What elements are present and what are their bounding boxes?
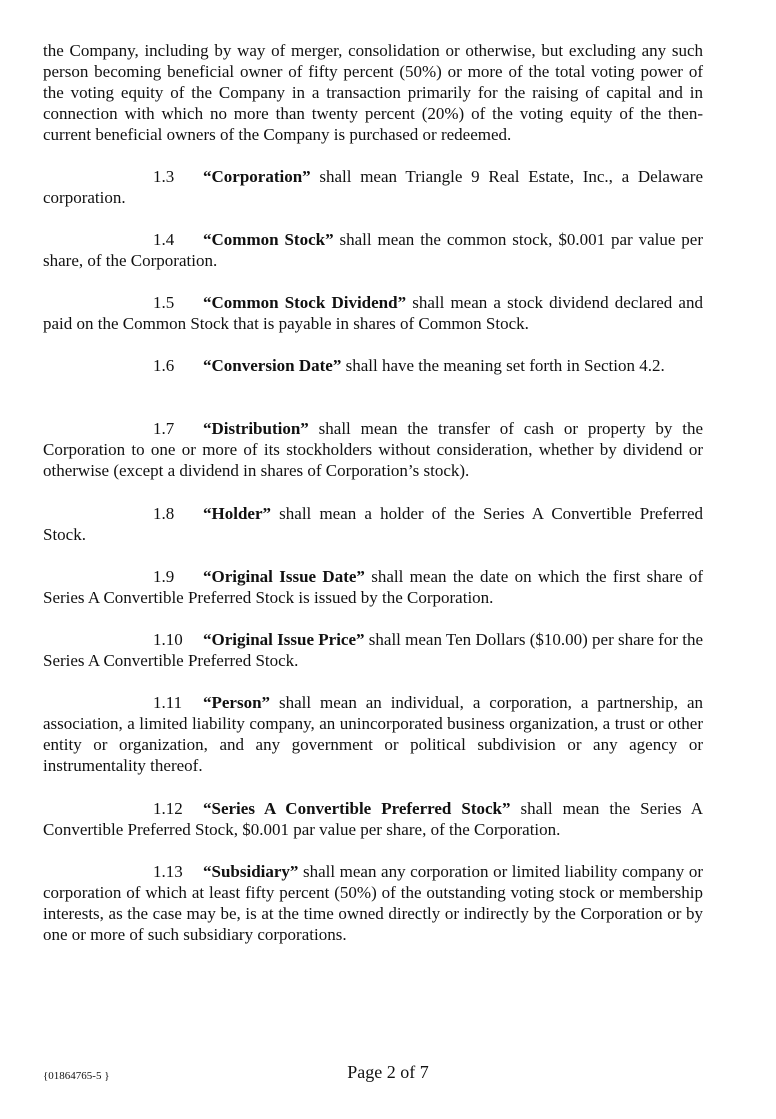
section-number: 1.5 [153, 293, 175, 312]
defined-term: “Conversion Date” [203, 356, 342, 375]
definition-text: shall mean a holder of the Series A Convertible Preferred Stock. [43, 504, 703, 544]
definition-text: shall mean the transfer of cash or property by the Corporation to one or more of its stockholders without consideration, whether by dividend or otherwise (except a dividend in shares of Corporation’s stock). [43, 419, 703, 480]
defined-term: “Person” [203, 693, 271, 712]
definition-text: shall mean an individual, a corporation, a partnership, an association, a limited liability company, an unincorporated business organization, a trust or other entity or organization, and any government or political subdivision or any agency or instrumentality thereof. [43, 693, 703, 775]
definition-text: shall mean the date on which the first share of Series A Convertible Preferred Stock is issued by the Corporation. [43, 567, 703, 607]
definition-text: shall mean a stock dividend declared and paid on the Common Stock that is payable in shares of Common Stock. [43, 293, 703, 333]
section-number: 1.11 [153, 693, 183, 712]
defined-term: “Series A Convertible Preferred Stock” [203, 799, 511, 818]
definition-text: shall mean Ten Dollars ($10.00) per share for the Series A Convertible Preferred Stock. [43, 630, 704, 670]
section-number: 1.9 [153, 567, 175, 586]
definition-text: shall mean any corporation or limited liability company or corporation of which at least fifty percent (50%) of the outstanding voting stock or membership interests, as the case may be, is at the time owned directly or indirectly by the Corporation or by one or more of such subsidiary corporations. [43, 862, 703, 944]
defined-term: “Original Issue Date” [203, 567, 365, 586]
defined-term: “Distribution” [203, 419, 309, 438]
document-id: {01864765-5 } [43, 1070, 110, 1082]
definition-1-4 [43, 229, 703, 271]
definition-1-3 [43, 166, 703, 208]
defined-term: “Common Stock” [203, 230, 334, 249]
definition-text: shall mean the Series A Convertible Preferred Stock, $0.001 par value per share, of the Corporation. [43, 799, 703, 839]
definition-1-6 [43, 355, 703, 376]
definition-1-5 [43, 292, 703, 334]
section-number: 1.3 [153, 167, 175, 186]
definition-1-10 [43, 629, 703, 671]
definition-1-8 [43, 503, 703, 545]
defined-term: “Holder” [203, 504, 271, 523]
intro-paragraph: the Company, including by way of merger, consolidation or otherwise, but excluding any such person becoming beneficial owner of fifty percent (50%) or more of the total voting power of the voting equity of the Company in a transaction primarily for the raising of capital and in connection with which no more than twenty percent (20%) of the voting equity of the then-current beneficial owners of the Company is purchased or redeemed. [43, 41, 703, 144]
section-number: 1.12 [153, 799, 183, 818]
defined-term: “Original Issue Price” [203, 630, 365, 649]
definition-1-7 [43, 418, 703, 481]
definition-1-11 [43, 692, 703, 776]
section-number: 1.4 [153, 230, 175, 249]
definition-1-12 [43, 798, 703, 840]
definition-text: shall have the meaning set forth in Section 4.2. [341, 356, 665, 375]
definition-1-9 [43, 566, 703, 608]
definition-text: shall mean the common stock, $0.001 par value per share, of the Corporation. [43, 230, 703, 270]
section-number: 1.6 [153, 356, 175, 375]
defined-term: “Subsidiary” [203, 862, 299, 881]
section-number: 1.10 [153, 630, 183, 649]
defined-term: “Corporation” [203, 167, 311, 186]
section-number: 1.8 [153, 504, 175, 523]
section-number: 1.13 [153, 862, 183, 881]
page-number: Page 2 of 7 [347, 1062, 429, 1082]
definition-text: shall mean Triangle 9 Real Estate, Inc., a Delaware corporation. [43, 167, 703, 207]
definition-1-13 [43, 861, 703, 945]
defined-term: “Common Stock Dividend” [203, 293, 407, 312]
section-number: 1.7 [153, 419, 175, 438]
